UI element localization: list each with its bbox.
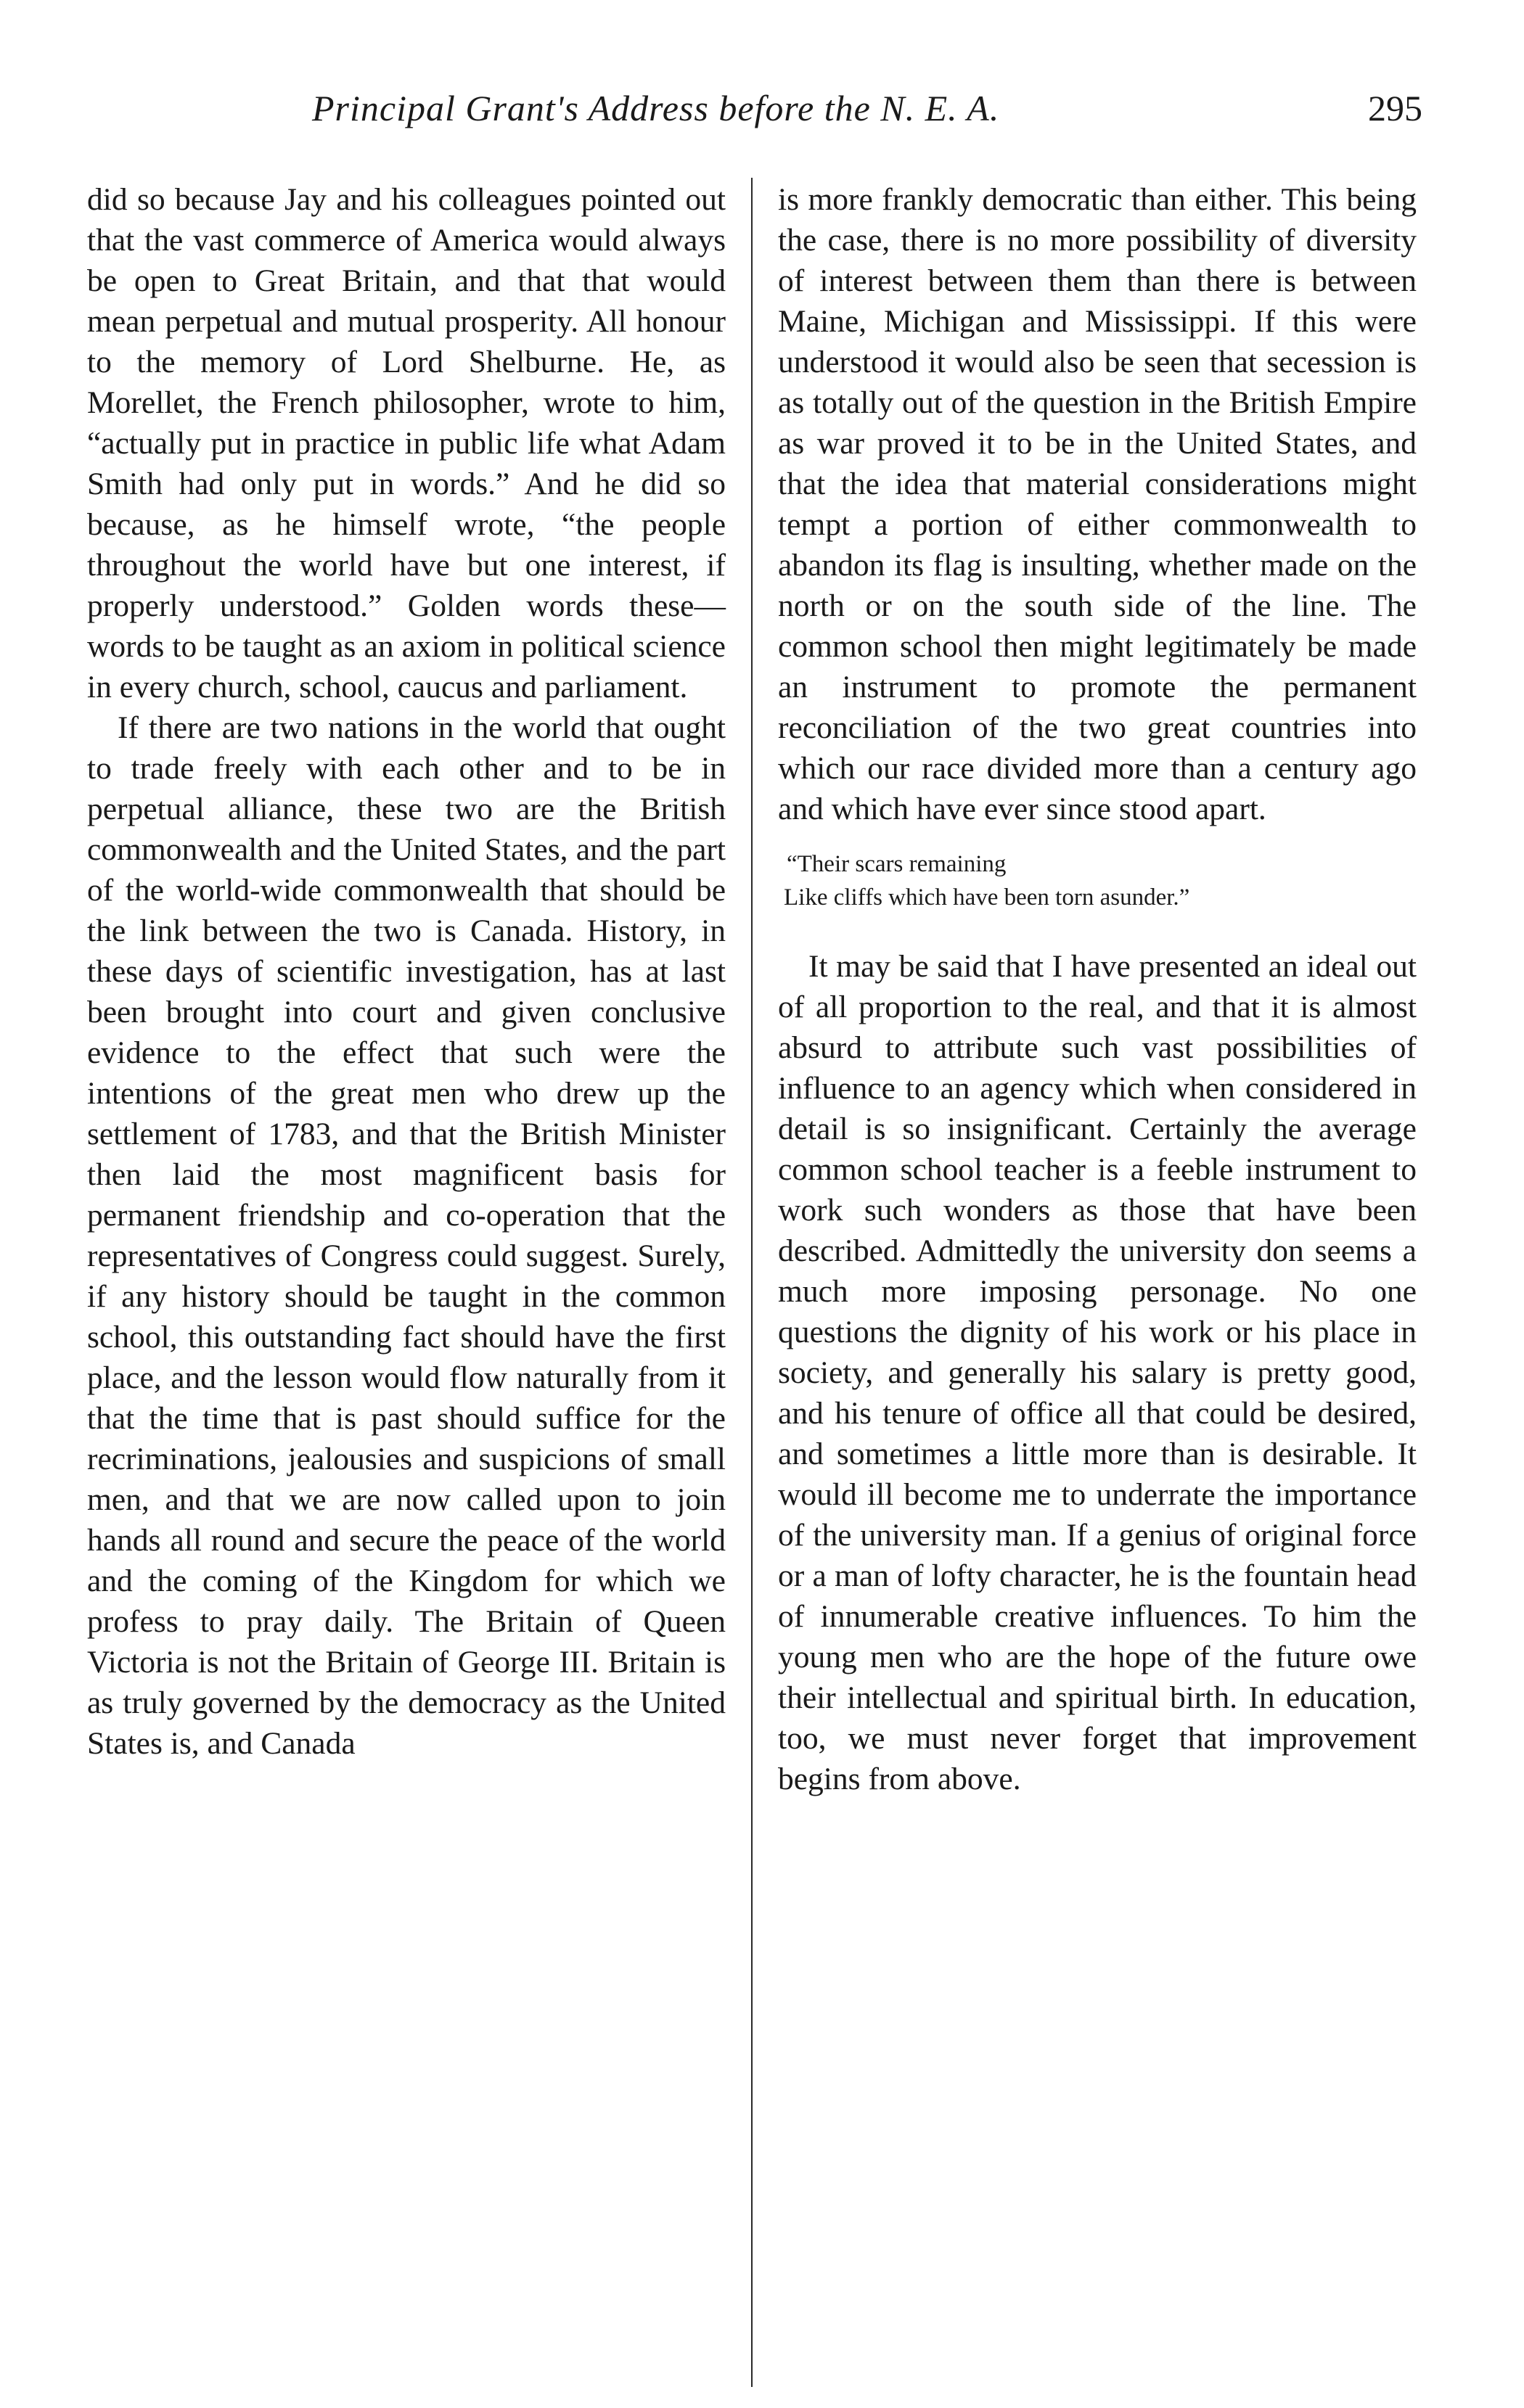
verse-quotation — [784, 847, 1417, 914]
column-divider — [751, 178, 753, 2387]
verse-line-1: “Their scars remaining — [787, 851, 1007, 877]
verse-line-2: Like cliffs which have been torn asunder.” — [784, 884, 1190, 911]
left-column — [87, 179, 726, 1764]
paragraph-ideal: It may be said that I have presented an ideal out of all proportion to the real, and that it is almost absurd to attribute such vast possibilities of influence to an agency which when considered in detail is so insignificant. Certainly the average common school teacher is a feeble instrument to work such wonders as those that have been described. Admittedly the university don seems a much more imposing personage. No one questions the dignity of his work or his place in society, and generally his salary is pretty good, and his tenure of office all that could be desired, and sometimes a little more than is desirable. It would ill become me to underrate the importance of the university man. If a genius of original force or a man of lofty character, he is the fountain head of innumerable creative influences. To him the young men who are the hope of the future owe their intellectual and spiritual birth. In education, too, we must never forget that improvement begins from above. — [778, 949, 1417, 1796]
running-head — [0, 87, 1444, 145]
paragraph-two-nations: If there are two nations in the world that ought to trade freely with each other and to be in perpetual alliance, these two are the British commonwealth and the United States, and the part of the world-wide commonwealth that should be the link between the two is Canada. History, in these days of scientific investigation, has at last been brought into court and given conclusive evidence to the effect that such were the intentions of the great men who drew up the settlement of 1783, and that the British Minister then laid the most magnificent basis for permanent friendship and co-operation that the representatives of Congress could suggest. Surely, if any history should be taught in the common school, this outstanding fact should have the first place, and the lesson would flow naturally from it that the time that is past should suffice for the recriminations, jealousies and suspicions of small men, and that we are now called upon to join hands all round and secure the peace of the world and the coming of the Kingdom for which we profess to pray daily. The Britain of Queen Victoria is not the Britain of George III. Britain is as truly governed by the democracy as the United States is, and Canada — [87, 710, 726, 1761]
running-title: Principal Grant's Address before the N. E. A. — [312, 88, 1000, 128]
paragraph-continuation: did so because Jay and his colleagues pointed out that the vast commerce of America would always be open to Great Britain, and that that would mean perpetual and mutual prosperity. All honour to the memory of Lord Shelburne. He, as Morellet, the French philosopher, wrote to him, “actually put in practice in public life what Adam Smith had only put in words.” And he did so because, as he himself wrote, “the people throughout the world have but one interest, if properly understood.” Golden words these—words to be taught as an axiom in political science in every church, school, caucus and parliament. — [87, 182, 726, 704]
page-number: 295 — [1368, 88, 1422, 128]
paragraph-democratic: is more frankly democratic than either. This being the case, there is no more possibility of diversity of interest between them than there is between Maine, Michigan and Mississippi. If this were understood it would also be seen that secession is as totally out of the question in the British Empire as war proved it to be in the United States, and that the idea that material considerations might tempt a portion of either commonwealth to abandon its flag is insulting, whether made on the north or on the south side of the line. The common school then might legitimately be made an instrument to promote the permanent reconciliation of the two great countries into which our race divided more than a century ago and which have ever since stood apart. — [778, 182, 1417, 826]
right-column — [778, 179, 1417, 1799]
